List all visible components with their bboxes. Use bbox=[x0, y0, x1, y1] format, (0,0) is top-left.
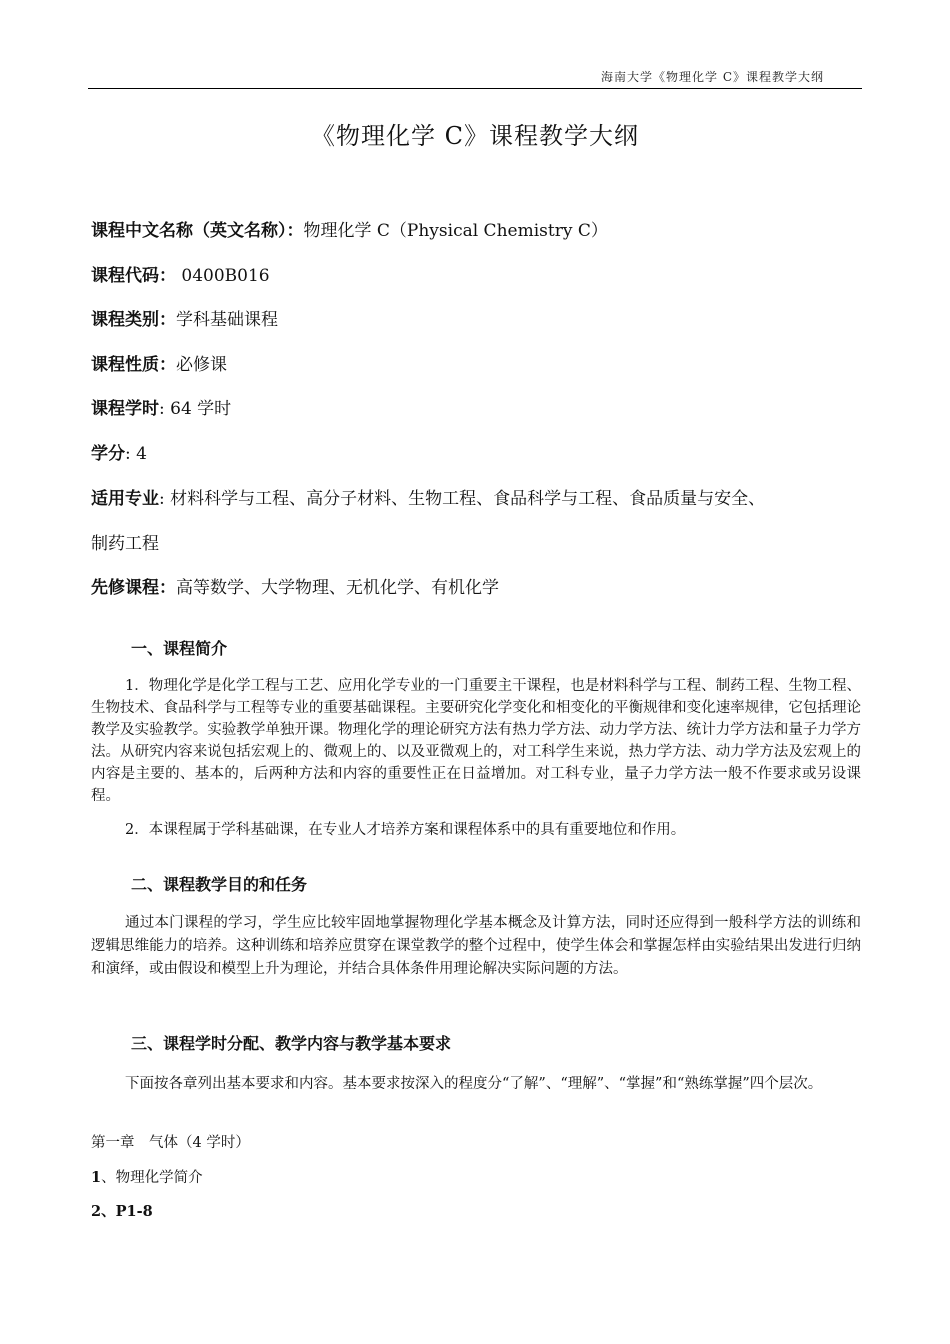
list-item-number: 1 bbox=[91, 1169, 102, 1186]
prerequisites-label: 先修课程： bbox=[91, 578, 176, 598]
list-item-text: 、物理化学简介 bbox=[101, 1170, 203, 1186]
goals-paragraph: 通过本门课程的学习，学生应比较牢固地掌握物理化学基本概念及计算方法，同时还应得到一般科学方法的训练和逻辑思维能力的培养。这种训练和培养应贯穿在课堂教学的整个过程中，使学生体会和掌握怎样由实验结果出发进行归纳和演绎，或由假设和模型上升为理论，并结合具体条件用理论解决实际问题的方法。 bbox=[91, 915, 861, 977]
course-code-label: 课程代码： bbox=[91, 266, 176, 286]
document-title: 《物理化学 C》课程教学大纲 bbox=[311, 122, 639, 150]
credits-value: : 4 bbox=[125, 444, 147, 464]
list-item bbox=[91, 1166, 203, 1187]
course-category-line bbox=[91, 308, 278, 332]
course-nature-value: 必修课 bbox=[176, 355, 227, 375]
prerequisites-value: 高等数学、大学物理、无机化学、有机化学 bbox=[176, 578, 499, 598]
section-heading-intro: 一、课程简介 bbox=[131, 639, 228, 658]
course-hours-value: : 64 学时 bbox=[159, 399, 232, 419]
course-hours-label: 课程学时 bbox=[91, 399, 159, 419]
section-heading-hours: 三、课程学时分配、教学内容与教学基本要求 bbox=[131, 1034, 452, 1053]
course-hours-line bbox=[91, 397, 231, 421]
intro-paragraph-2: 2．本课程属于学科基础课，在专业人才培养方案和课程体系中的具有重要地位和作用。 bbox=[125, 822, 686, 838]
majors-label: 适用专业 bbox=[91, 489, 159, 509]
majors-continuation-value: 制药工程 bbox=[91, 534, 159, 554]
course-code-line bbox=[91, 264, 270, 288]
credits-line bbox=[91, 442, 147, 466]
course-name-line bbox=[91, 219, 608, 243]
majors-line bbox=[91, 487, 765, 511]
section-heading-goals: 二、课程教学目的和任务 bbox=[131, 875, 308, 894]
running-header: 海南大学《物理化学 C》课程教学大纲 bbox=[601, 70, 824, 84]
course-nature-label: 课程性质： bbox=[91, 355, 176, 375]
chapter-1-title: 第一章 气体（4 学时） bbox=[91, 1135, 250, 1151]
intro-paragraph-1: 1．物理化学是化学工程与工艺、应用化学专业的一门重要主干课程，也是材料科学与工程、制药工程、生物工程、生物技术、食品科学与工程等专业的重要基础课程。主要研究化学变化和相变化的平衡规律和变化速率规律，它包括理论教学及实验教学。实验教学单独开课。物理化学的理论研究方法有热力学方法、动力学方法、统计力学方法和量子力学方法。从研究内容来说包括宏观上的、微观上的、以及亚微观上的，对工科学生来说，热力学方法、动力学方法及宏观上的内容是主要的、基本的，后两种方法和内容的重要性正在日益增加。对工科专业，量子力学方法一般不作要求或另设课程。 bbox=[91, 678, 861, 804]
course-nature-line bbox=[91, 353, 227, 377]
credits-label: 学分 bbox=[91, 444, 125, 464]
course-category-label: 课程类别： bbox=[91, 310, 176, 330]
majors-continuation-line bbox=[91, 532, 159, 556]
course-code-value: 0400B016 bbox=[176, 266, 270, 286]
course-name-label: 课程中文名称（英文名称）： bbox=[91, 221, 304, 241]
course-name-value: 物理化学 C（Physical Chemistry C） bbox=[303, 221, 608, 241]
header-divider bbox=[88, 88, 862, 89]
hours-paragraph: 下面按各章列出基本要求和内容。基本要求按深入的程度分“了解”、“理解”、“掌握”和“熟练掌握”四个层次。 bbox=[125, 1076, 823, 1092]
majors-value: : 材料科学与工程、高分子材料、生物工程、食品科学与工程、食品质量与安全、 bbox=[159, 489, 766, 509]
prerequisites-line bbox=[91, 576, 499, 600]
list-item-number: 2 bbox=[91, 1203, 102, 1220]
course-category-value: 学科基础课程 bbox=[176, 310, 278, 330]
list-item-text: 、P1-8 bbox=[101, 1203, 153, 1220]
list-item bbox=[91, 1200, 153, 1221]
